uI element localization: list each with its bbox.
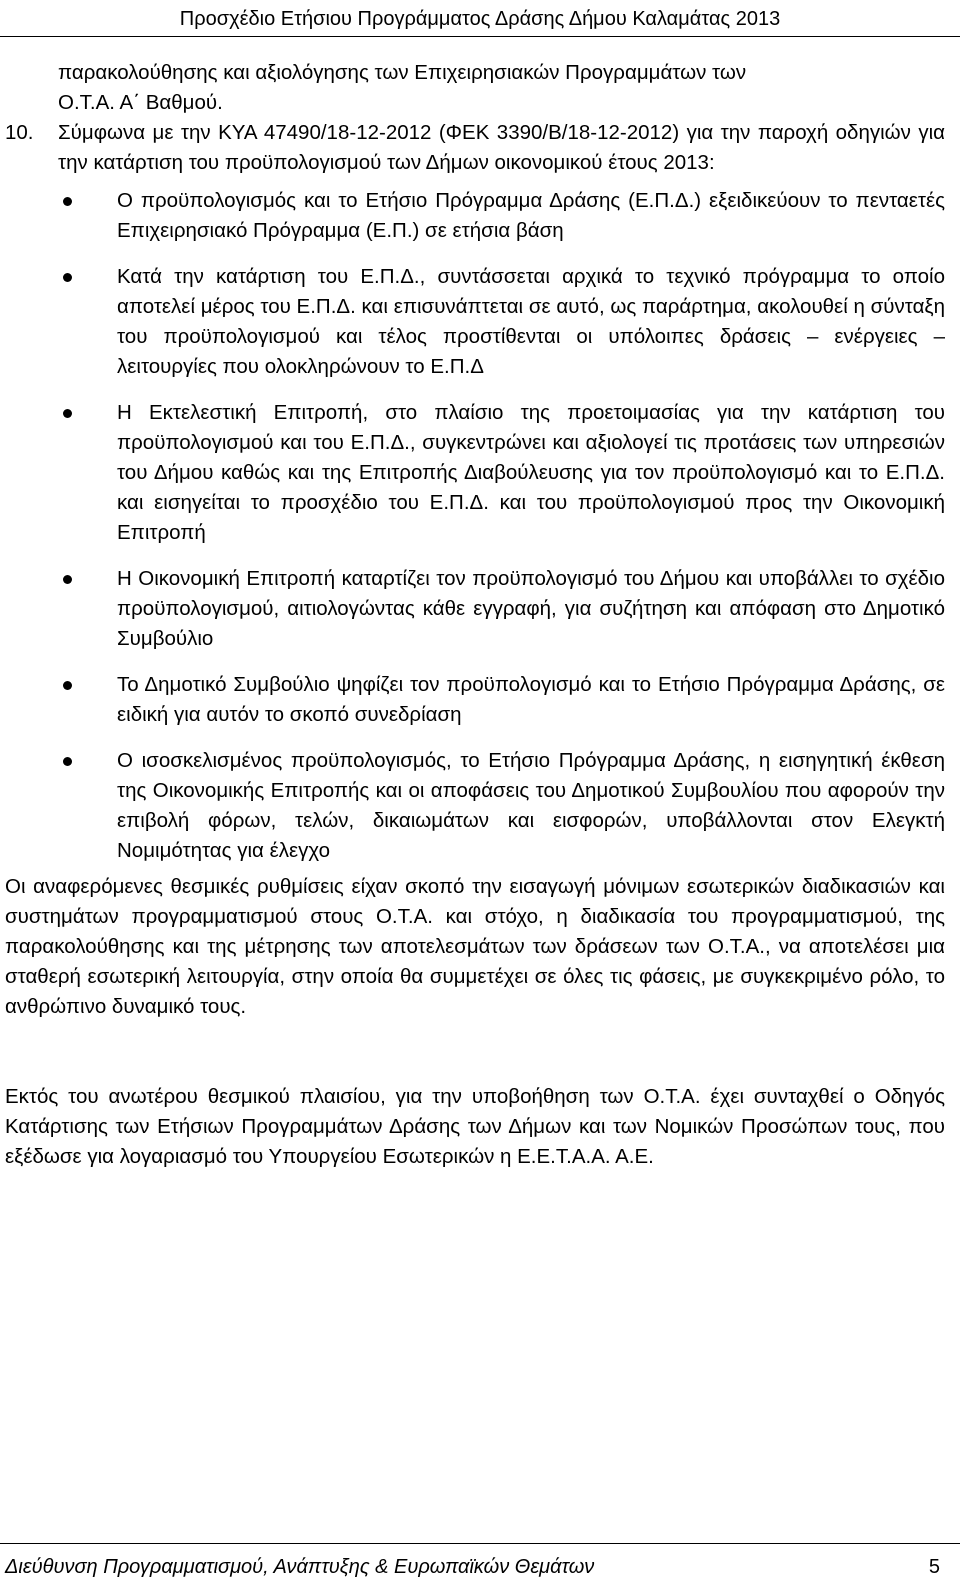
footer-department: Διεύθυνση Προγραμματισμού, Ανάπτυξης & Ευρωπαϊκών Θεμάτων bbox=[5, 1556, 595, 1578]
paragraph-regulations: Οι αναφερόμενες θεσμικές ρυθμίσεις είχαν σκοπό την εισαγωγή μόνιμων εσωτερικών διαδικασιών και συστημάτων προγραμματισμού στους Ο.Τ.Α. και στόχο, η διαδικασία του προγραμματισμού, της παρακολούθησης και της μέτρησης των αποτελεσμάτων των δράσεων των Ο.Τ.Α., να αποτελέσει μια σταθερή εσωτερική λειτουργία, στην οποία θα συμμετέχει σε όλες τις φάσεις, με συγκεκριμένο ρόλο, το ανθρώπινο δυναμικό τους. bbox=[5, 875, 945, 1018]
numbered-item-10 bbox=[5, 118, 945, 178]
list-item bbox=[5, 398, 945, 548]
list-item bbox=[5, 186, 945, 246]
list-item-text: Το Δημοτικό Συμβούλιο ψηφίζει τον προϋπολογισμό και το Ετήσιο Πρόγραμμα Δράσης, σε ειδική για αυτόν το σκοπό συνεδρίαση bbox=[117, 673, 945, 726]
list-item bbox=[5, 564, 945, 654]
list-item-text: Η Εκτελεστική Επιτροπή, στο πλαίσιο της προετοιμασίας για την κατάρτιση του προϋπολογισμού και του Ε.Π.Δ., συγκεντρώνει και αξιολογεί τις προτάσεις των υπηρεσιών του Δήμου καθώς και της Επιτροπής Διαβούλευσης για τον προϋπολογισμό και το Ε.Π.Δ. και εισηγείται το προσχέδιο του Ε.Π.Δ. και του προϋπολογισμού προς την Οικονομική Επιτροπή bbox=[117, 401, 945, 544]
bullet-icon bbox=[63, 197, 72, 206]
document-title: Προσχέδιο Ετήσιου Προγράμματος Δράσης Δήμου Καλαμάτας 2013 bbox=[179, 8, 781, 30]
intro-line-1: παρακολούθησης και αξιολόγησης των Επιχειρησιακών Προγραμμάτων των bbox=[58, 61, 747, 84]
page-header bbox=[0, 6, 960, 37]
list-item-text: Η Οικονομική Επιτροπή καταρτίζει τον προϋπολογισμό του Δήμου και υποβάλλει το σχέδιο προϋπολογισμού, αιτιολογώντας κάθε εγγραφή, για συζήτηση και απόφαση στο Δημοτικό Συμβούλιο bbox=[117, 567, 945, 650]
paragraph-guide: Εκτός του ανωτέρου θεσμικού πλαισίου, για την υποβοήθηση των Ο.Τ.Α. έχει συνταχθεί ο Οδηγός Κατάρτισης των Ετήσιων Προγραμμάτων Δράσης των Δήμων και των Νομικών Προσώπων τους, που εξέδωσε για λογαριασμό του Υπουργείου Εσωτερικών η Ε.Ε.Τ.Α.Α. Α.Ε. bbox=[5, 1085, 945, 1168]
item-text: Σύμφωνα με την ΚΥΑ 47490/18-12-2012 (ΦΕΚ 3390/Β/18-12-2012) για την παροχή οδηγιών για την κατάρτιση του προϋπολογισμού των Δήμων οικονομικού έτους 2013: bbox=[58, 121, 945, 174]
bullet-list bbox=[5, 186, 945, 866]
bullet-icon bbox=[63, 681, 72, 690]
list-item-text: Ο προϋπολογισμός και το Ετήσιο Πρόγραμμα Δράσης (Ε.Π.Δ.) εξειδικεύουν το πενταετές Επιχειρησιακό Πρόγραμμα (Ε.Π.) σε ετήσια βάση bbox=[117, 189, 945, 242]
page-number: 5 bbox=[928, 1556, 940, 1578]
list-item bbox=[5, 670, 945, 730]
intro-line-2: Ο.Τ.Α. Α΄ Βαθμού. bbox=[58, 91, 223, 114]
list-item bbox=[5, 262, 945, 382]
list-item bbox=[5, 746, 945, 866]
list-item-text: Ο ισοσκελισμένος προϋπολογισμός, το Ετήσιο Πρόγραμμα Δράσης, η εισηγητική έκθεση της Οικονομικής Επιτροπής και οι αποφάσεις του Δημοτικού Συμβουλίου που αφορούν την επιβολή φόρων, τελών, δικαιωμάτων και εισφορών, υποβάλλονται στον Ελεγκτή Νομιμότητας για έλεγχο bbox=[117, 749, 945, 862]
list-item-text: Κατά την κατάρτιση του Ε.Π.Δ., συντάσσεται αρχικά το τεχνικό πρόγραμμα το οποίο αποτελεί μέρος του Ε.Π.Δ. και επισυνάπτεται σε αυτό, ως παράρτημα, ακολουθεί η σύνταξη του προϋπολογισμού και τέλος προστίθενται οι υπόλοιπες δράσεις – ενέργειες – λειτουργίες που ολοκληρώνουν το Ε.Π.Δ bbox=[117, 265, 945, 378]
bullet-icon bbox=[63, 409, 72, 418]
document-body bbox=[5, 58, 945, 1172]
bullet-icon bbox=[63, 273, 72, 282]
item-number: 10. bbox=[5, 121, 34, 144]
page-footer bbox=[0, 1543, 960, 1592]
bullet-icon bbox=[63, 757, 72, 766]
bullet-icon bbox=[63, 575, 72, 584]
